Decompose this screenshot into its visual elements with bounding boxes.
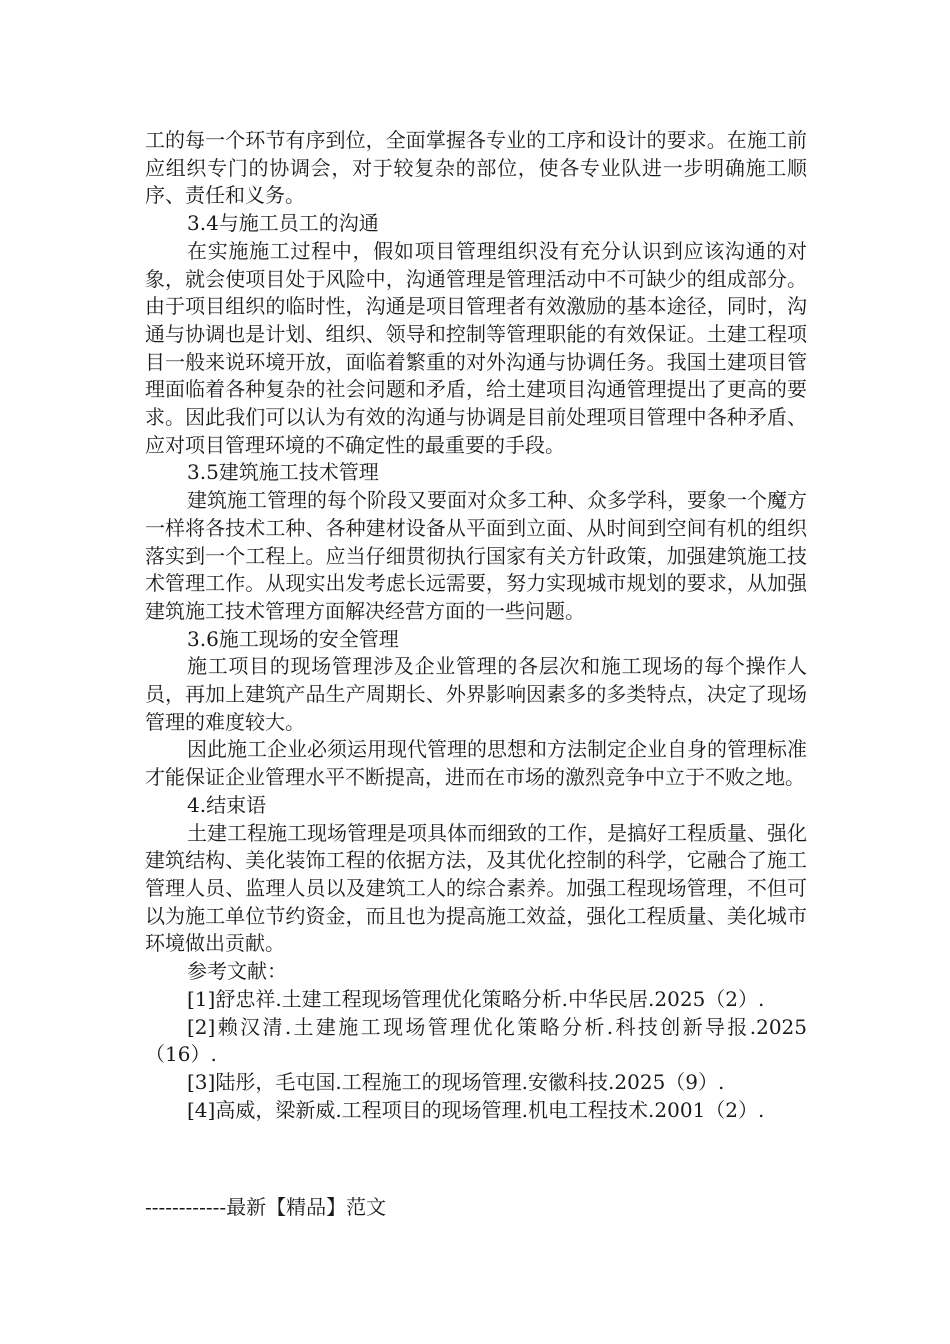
reference-item-3: [3]陆彤，毛屯国.工程施工的现场管理.安徽科技.2025（9）.: [187, 1069, 725, 1094]
section-heading-conclusion: 4.结束语: [187, 792, 267, 817]
document-body: [145, 127, 807, 1124]
paragraph-technical-management: 建筑施工管理的每个阶段又要面对众多工种、众多学科，要象一个魔方一样将各技术工种、各种建材设备从平面到立面、从时间到空间有机的组织落实到一个工程上。应当仔细贯彻执行国家有关方针政策，加强建筑施工技术管理工作。从现实出发考虑长远需要，努力实现城市规划的要求，从加强建筑施工技术管理方面解决经营方面的一些问题。: [145, 488, 807, 623]
paragraph-conclusion: 土建工程施工现场管理是项具体而细致的工作，是搞好工程质量、强化建筑结构、美化装饰工程的依据方法，及其优化控制的科学，它融合了施工管理人员、监理人员以及建筑工人的综合素养。加强工程现场管理，不但可以为施工单位节约资金，而且也为提高施工效益，强化工程质量、美化城市环境做出贡献。: [145, 820, 807, 956]
section-heading-3-5: 3.5建筑施工技术管理: [187, 460, 379, 485]
section-heading-3-6: 3.6施工现场的安全管理: [187, 626, 399, 651]
page-footer: ------------最新【精品】范文: [145, 1195, 387, 1219]
reference-item-4: [4]高威，梁新威.工程项目的现场管理.机电工程技术.2001（2）.: [187, 1097, 765, 1122]
reference-item-2: [2]赖汉清.土建施工现场管理优化策略分析.科技创新导报.2025（16）.: [145, 1014, 807, 1067]
reference-item-1: [1]舒忠祥.土建工程现场管理优化策略分析.中华民居.2025（2）.: [187, 986, 765, 1011]
references-heading: 参考文献：: [187, 959, 287, 984]
paragraph-communication: 在实施施工过程中，假如项目管理组织没有充分认识到应该沟通的对象，就会使项目处于风险中，沟通管理是管理活动中不可缺少的组成部分。由于项目组织的临时性，沟通是项目管理者有效激励的基本途径，同时，沟通与协调也是计划、组织、领导和控制等管理职能的有效保证。土建工程项目一般来说环境开放，面临着繁重的对外沟通与协调任务。我国土建项目管理面临着各种复杂的社会问题和矛盾，给土建项目沟通管理提出了更高的要求。因此我们可以认为有效的沟通与协调是目前处理项目管理中各种矛盾、应对项目管理环境的不确定性的最重要的手段。: [145, 238, 807, 457]
paragraph-site-safety: 施工项目的现场管理涉及企业管理的各层次和施工现场的每个操作人员，再加上建筑产品生产周期长、外界影响因素多的多类特点，决定了现场管理的难度较大。: [145, 654, 807, 734]
section-heading-3-4: 3.4与施工员工的沟通: [187, 211, 379, 236]
paragraph-continuation: 工的每一个环节有序到位，全面掌握各专业的工序和设计的要求。在施工前应组织专门的协调会，对于较复杂的部位，使各专业队进一步明确施工顺序、责任和义务。: [145, 128, 807, 208]
paragraph-management-standards: 因此施工企业必须运用现代管理的思想和方法制定企业自身的管理标准才能保证企业管理水平不断提高，进而在市场的激烈竞争中立于不败之地。: [145, 737, 807, 790]
